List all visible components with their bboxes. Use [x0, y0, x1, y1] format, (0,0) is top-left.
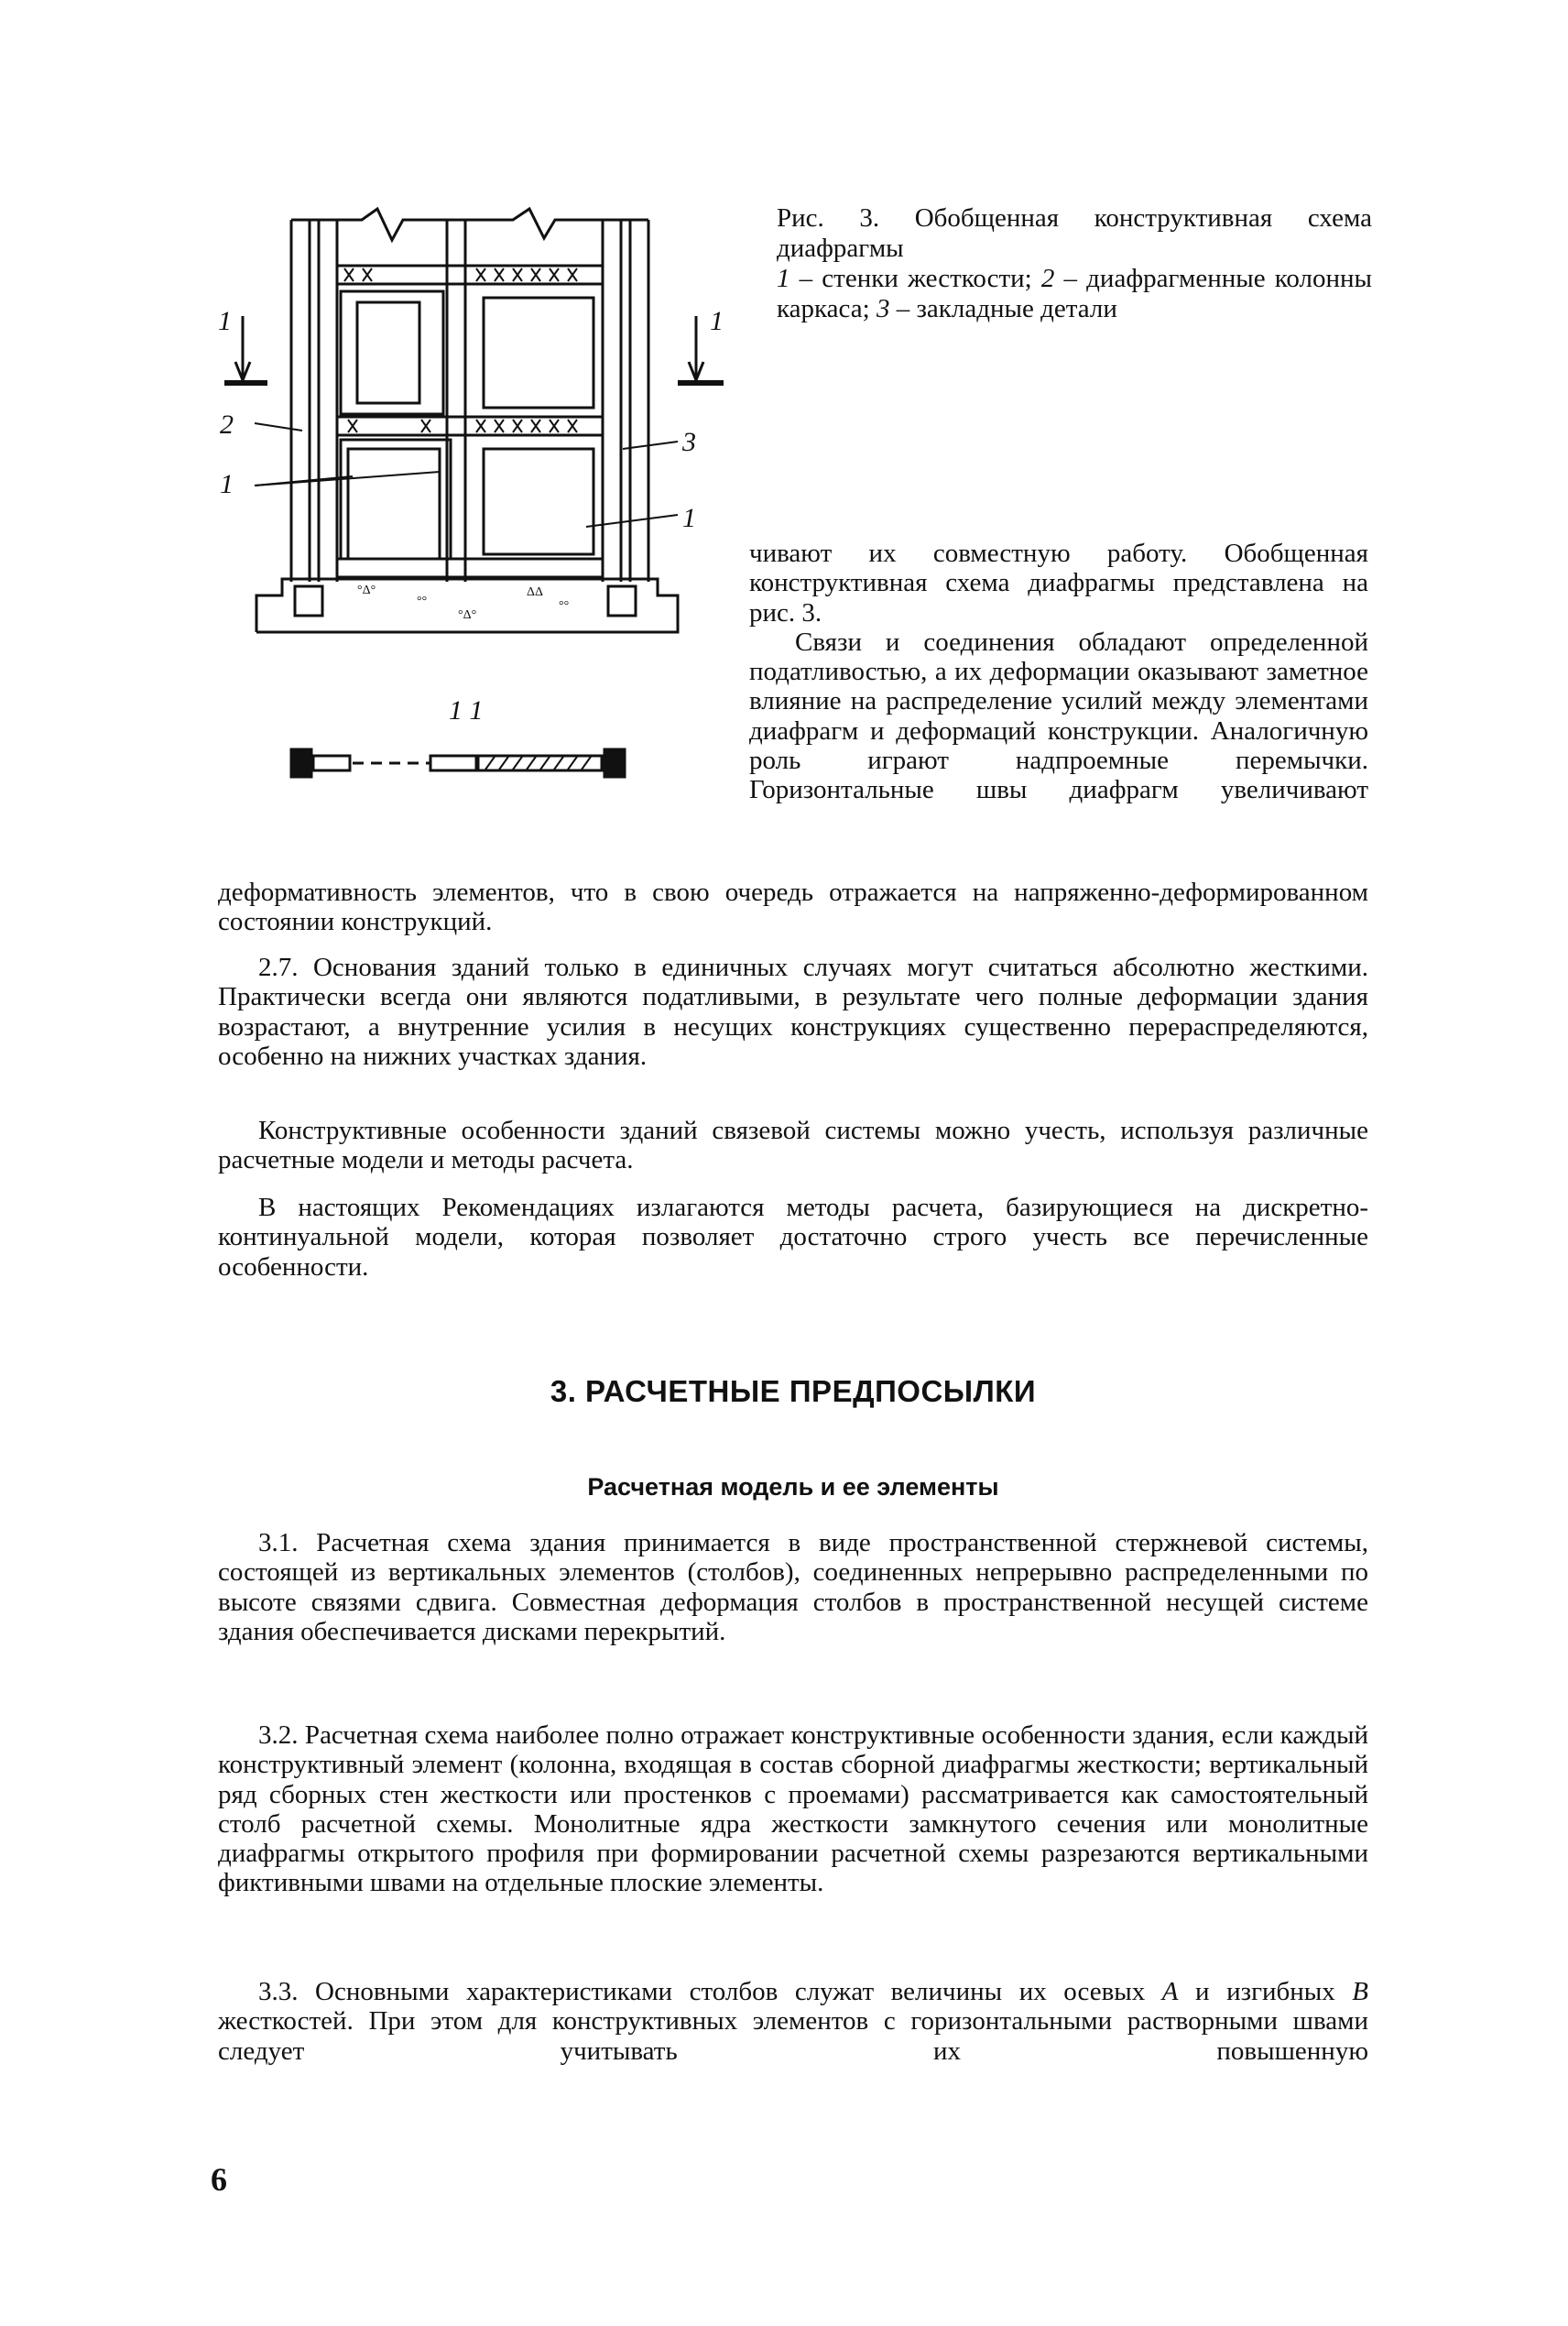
paragraph-3-1-text: 3.1. Расчетная схема здания принимается в виде пространственной стержневой системы, состоящей из вертикальных элементов (столбов), соединенных непрерывно распределенными по высоте связями сдвига. Совместная деформация столбов в пространственной несущей системе здания обеспечивается дисками перекрытий.	[218, 1528, 1368, 1646]
svg-text:°°: °°	[417, 595, 428, 608]
figure-caption	[777, 203, 1372, 324]
page-number: 6	[211, 2161, 227, 2198]
paragraph-constructive	[218, 1116, 1368, 1175]
label-3: 3	[682, 427, 696, 457]
paragraph-recommendations	[218, 1193, 1368, 1282]
legend-3-number: 3	[876, 294, 890, 323]
paragraph-3-3-part-a: 3.3. Основными характеристиками столбов служат величины их осевых	[258, 1977, 1162, 2006]
paragraph-2-7-text: 2.7. Основания зданий только в единичных случаях могут считаться абсолютно жесткими. Практически всегда они являются податливыми, в результате чего полные деформации здания возрастают, а внутренние усилия в несущих конструкциях существенно перераспределяются, особенно на нижних участках здания.	[218, 953, 1368, 1071]
legend-1-text: – стенки жесткости;	[789, 264, 1041, 293]
symbol-A: A	[1161, 1977, 1179, 2006]
paragraph-3-3	[218, 1977, 1368, 2066]
svg-text:ΔΔ: ΔΔ	[527, 585, 544, 599]
figure-diaphragm-drawing	[0, 0, 733, 806]
caption-title: Рис. 3. Обобщенная конструктивная схема диафрагмы	[777, 203, 1372, 263]
column-paragraph-1: чивают их совместную работу. Обобщенная конструктивная схема диафрагмы представлена на рис. 3.	[749, 539, 1368, 628]
section-title: 3. РАСЧЕТНЫЕ ПРЕДПОСЫЛКИ	[550, 1374, 1037, 1408]
symbol-B: B	[1352, 1977, 1368, 2006]
svg-text:°Δ°: °Δ°	[458, 608, 477, 622]
column-paragraph-2: Связи и соединения обладают определенной податливостью, а их деформации оказывают заметное влияние на распределение усилий между элементами диафрагм и деформаций конструкции. Аналогичную роль играют надпроемные перемычки. Горизонтальные швы диафрагм увеличивают	[749, 627, 1368, 805]
section-view	[291, 749, 625, 777]
legend-3-text: – закладные детали	[889, 294, 1117, 323]
paragraph-3-1	[218, 1528, 1368, 1646]
label-1-walls: 1	[220, 469, 234, 499]
section-caption: 1 1	[449, 695, 484, 726]
legend-2-number: 2	[1040, 264, 1055, 293]
paragraph-3-2	[218, 1720, 1368, 1898]
paragraph-constructive-text: Конструктивные особенности зданий связевой системы можно учесть, используя различные расчетные модели и методы расчета.	[218, 1116, 1368, 1175]
label-1-right-section: 1	[710, 306, 724, 336]
column-text	[749, 539, 1368, 805]
break-line	[291, 209, 648, 240]
svg-text:°Δ°: °Δ°	[357, 584, 376, 597]
legend-2-text: – диафрагменные колонны каркаса;	[777, 264, 1372, 323]
subsection-title: Расчетная модель и ее элементы	[587, 1473, 999, 1501]
label-1-right: 1	[682, 503, 696, 533]
continuation-text: деформативность элементов, что в свою очередь отражается на напряженно-деформированном состоянии конструкций.	[218, 878, 1368, 937]
paragraph-3-2-text: 3.2. Расчетная схема наиболее полно отражает конструктивные особенности здания, если каждый конструктивный элемент (колонна, входящая в состав сборной диафрагмы жесткости; вертикальный ряд сборных стен жесткости или простенков с проемами) рассматривается как самостоятельный столб расчетной схемы. Монолитные ядра жесткости замкнутого сечения или монолитные диафрагмы открытого профиля при формировании расчетной схемы разрезаются вертикальными фиктивными швами на отдельные плоские элементы.	[218, 1720, 1368, 1898]
svg-text:°°: °°	[559, 599, 570, 613]
label-2: 2	[220, 410, 234, 440]
paragraph-recommendations-text: В настоящих Рекомендациях излагаются методы расчета, базирующиеся на дискретно-континуальной модели, которая позволяет достаточно строго учесть все перечисленные особенности.	[218, 1193, 1368, 1282]
foundation	[256, 579, 678, 632]
label-1-left-section: 1	[218, 306, 232, 336]
paragraph-3-3-part-b: и изгибных	[1178, 1977, 1353, 2006]
legend-1-number: 1	[777, 264, 790, 293]
paragraph-2-7	[218, 953, 1368, 1071]
floor-beams	[337, 266, 603, 577]
paragraph-3-3-part-c: жесткостей. При этом для конструктивных элементов с горизонтальными растворными швами следует учитывать их повышенную	[218, 2006, 1368, 2066]
paragraph-continuation	[218, 878, 1368, 937]
